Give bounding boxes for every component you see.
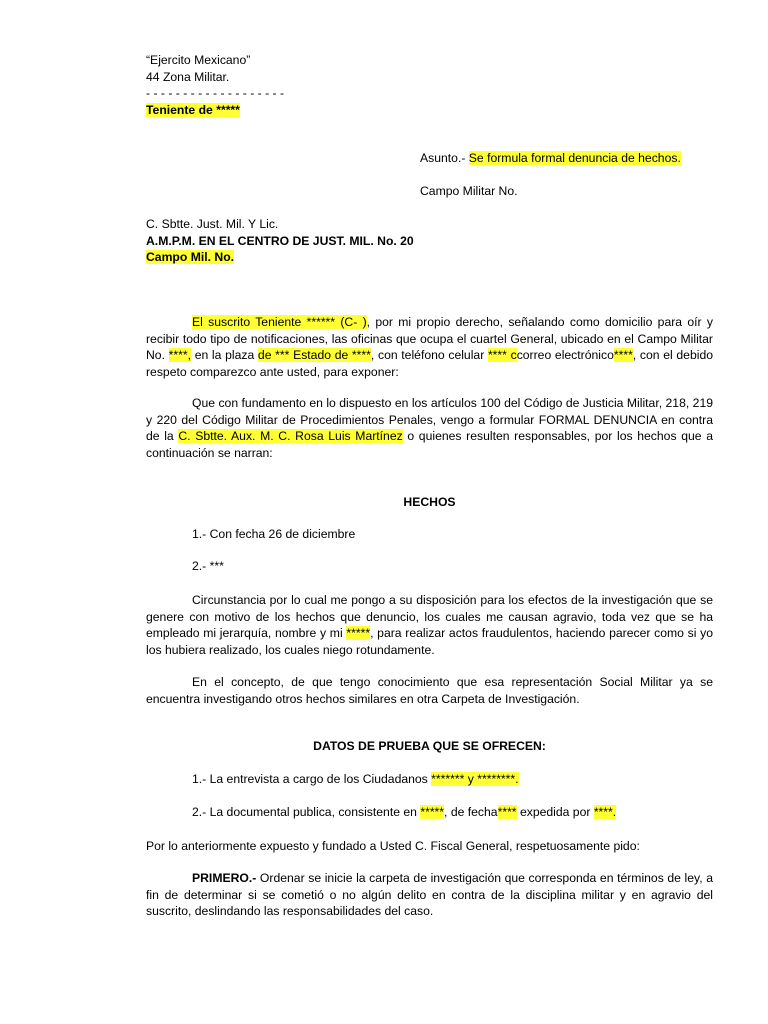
header-line-ejercito: “Ejercito Mexicano” [146,53,251,67]
primero-paragraph [146,870,713,920]
pruebas-item-2-text-2: , de fecha [444,805,498,819]
header-dashes: - - - - - - - - - - - - - - - - - - - [146,86,285,100]
intro-campo-num: ****, [168,348,192,362]
recipient-line-2: A.M.P.M. EN EL CENTRO DE JUST. MIL. No. 20 [146,233,414,248]
hechos-item-2: 2.- *** [192,559,224,573]
pruebas-item-2-expedidor: ****. [593,805,617,819]
circunstancia-text-1: Circunstancia por lo cual me pongo a su disposición para los efectos de la investigación que se genere con motivo de los hechos que denuncio, los cuales me causan agravio, toda vez que se ha empleado mi jerarquía, nombre y mi [146,593,713,640]
pruebas-item-2-documento: ***** [420,805,445,819]
asunto-value: Se formula formal denuncia de hechos. [468,151,681,165]
recipient-line-3: Campo Mil. No. [146,250,235,264]
pruebas-item-2-text-1: 2.- La documental publica, consistente en [192,805,421,819]
concepto-paragraph: En el concepto, de que tengo conocimiento que esa representación Social Militar ya se encuentra investigando otros hechos similares en otra Carpeta de Investigación. [146,675,713,706]
circunstancia-dato: ***** [346,626,371,640]
intro-text-5: , con el debido respeto comparezco ante usted, para exponer: [146,348,714,379]
fundamento-text-1: Que con fundamento en lo dispuesto en los artículos 100 del Código de Justicia Militar, 218, 219 y 220 del Código Militar de Procedimientos Penales, vengo a formular FORMAL DENUNCIA en contra de la [146,396,713,443]
intro-text-2: en la plaza [191,348,258,362]
circunstancia-text-2: , para realizar actos fraudulentos, haciendo parecer como si yo los hubiera realizado, los cuales niego rotundamente. [146,626,713,657]
intro-plaza: de *** Estado de **** [257,348,371,362]
intro-text-3: , con teléfono celular [370,348,488,362]
primero-label: PRIMERO.- [192,871,257,885]
intro-text-4: correo electrónico [516,348,614,362]
fundamento-denunciado: C. Sbtte. Aux. M. C. Rosa Luis Martínez [178,429,403,443]
pruebas-item-2 [192,804,712,821]
fundamento-text-2: o quienes resulten responsables, por los hechos que a continuación se narran: [146,429,713,460]
circunstancia-paragraph [146,592,713,658]
hechos-item-1: 1.- Con fecha 26 de diciembre [192,527,356,541]
pruebas-title: DATOS DE PRUEBA QUE SE OFRECEN: [313,739,546,753]
pruebas-item-2-text-3: expedida por [516,805,594,819]
recipient-line-1: C. Sbtte. Just. Mil. Y Lic. [146,217,279,231]
pruebas-item-1-ciudadanos: ******* y ********. [431,772,519,786]
header-line-zona: 44 Zona Militar. [146,69,230,84]
asunto-line [420,150,720,167]
pruebas-item-2-fecha: **** [497,805,517,819]
hechos-title: HECHOS [403,495,456,509]
header-teniente: Teniente de ***** [146,102,240,117]
asunto-block [420,150,720,199]
pruebas-item-1 [192,771,712,788]
primero-text: Ordenar se inicie la carpeta de investigación que corresponda en términos de ley, a fin de determinar si se cometió o no algún delito en contra de la disciplina militar y en agravio del suscrito, deslindando las responsabilidades del caso. [146,871,713,918]
fundamento-paragraph [146,395,713,461]
intro-paragraph [146,314,713,380]
header-block [146,52,713,118]
asunto-label: Asunto.- [420,151,469,165]
recipient-block [146,216,713,266]
intro-telefono: **** c [487,348,517,362]
closing-line: Por lo anteriormente expuesto y fundado a Usted C. Fiscal General, respetuosamente pido: [146,839,640,853]
intro-suscrito: El suscrito Teniente ****** (C- ) [192,315,367,329]
asunto-campo: Campo Militar No. [420,183,518,198]
intro-text-1: , por mi propio derecho, señalando como domicilio para oír y recibir todo tipo de notificaciones, las oficinas que ocupa el cuartel General, ubicado en el Campo Militar No. [146,315,713,362]
pruebas-item-1-text: 1.- La entrevista a cargo de los Ciudadanos [192,772,432,786]
intro-correo: **** [613,348,633,362]
